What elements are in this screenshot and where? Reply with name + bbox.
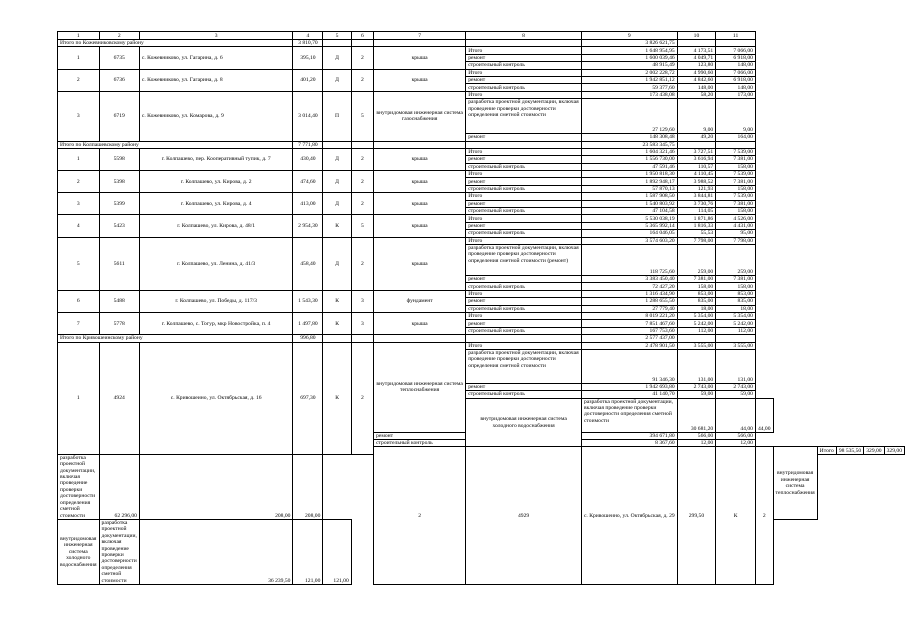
- house-area: 1 543,30: [293, 290, 323, 312]
- cost-total: 148 308,48: [581, 134, 677, 141]
- row-number: 3: [58, 193, 100, 215]
- cost-per-m2: 49,20: [677, 134, 715, 141]
- house-address: г. Колпашево, ул. Кирова, д. 2: [139, 171, 293, 193]
- line-label: разработка проектной документации, включая проведение проверки достоверности определения сметной стоимости: [58, 454, 100, 519]
- work-type: крыша: [374, 237, 466, 290]
- cost-limit: 7 066,00: [716, 47, 756, 54]
- cost-total: 1 587 908,50: [581, 193, 677, 200]
- line-label: разработка проектной документации, включая проведение проверки достоверности определения сметной стоимости (ремонт): [466, 244, 582, 275]
- cost-per-m2: 853,00: [677, 290, 715, 297]
- cost-per-m2: 259,00: [677, 244, 715, 275]
- col-header: 11: [716, 32, 756, 40]
- cost-limit: 173,00: [716, 91, 756, 98]
- row-number: 4: [58, 215, 100, 237]
- wall-material: К: [323, 215, 351, 237]
- line-label: ремонт: [466, 298, 582, 305]
- line-label: разработка проектной документации, включая проведение проверки достоверности определения сметной стоимости: [466, 99, 582, 134]
- cost-limit: 853,00: [716, 290, 756, 297]
- cost-per-m2: 3 988,52: [677, 178, 715, 185]
- cost-limit: 835,00: [716, 298, 756, 305]
- district-sum: 3 826 621,75: [581, 40, 677, 47]
- work-type: крыша: [374, 171, 466, 193]
- cost-per-m2: 3 727,51: [677, 148, 715, 155]
- line-label: разработка проектной документации, включая проведение проверки достоверности определения сметной стоимости: [466, 349, 582, 383]
- cost-per-m2: 4 842,60: [677, 76, 715, 83]
- table-row: [58, 342, 905, 349]
- col-header: 3: [139, 32, 293, 40]
- wall-material: К: [716, 447, 756, 585]
- cost-limit: 7 798,00: [716, 237, 756, 244]
- line-label: ремонт: [374, 432, 466, 439]
- line-label: строительный контроль: [466, 208, 582, 215]
- cost-total: 72 427,20: [581, 283, 677, 290]
- cost-per-m2: 9,00: [677, 99, 715, 134]
- floors: 3: [351, 290, 373, 312]
- cost-total: 48 915,49: [581, 62, 677, 69]
- cost-per-m2: 44,00: [716, 398, 756, 432]
- col-header: 7: [374, 32, 466, 40]
- cost-per-m2: 59,00: [677, 391, 715, 398]
- table-row: [58, 69, 905, 76]
- wall-material: Д: [323, 237, 351, 290]
- house-address: с. Кривошеино, ул. Октябрьская, д. 16: [139, 342, 293, 454]
- cost-per-m2: 112,00: [677, 327, 715, 334]
- row-number: 6: [58, 290, 100, 312]
- cost-limit: 44,00: [755, 398, 773, 432]
- cost-limit: 112,00: [716, 327, 756, 334]
- cost-per-m2: 4 990,60: [677, 69, 715, 76]
- floors: 2: [351, 148, 373, 170]
- line-label: строительный контроль: [466, 305, 582, 312]
- house-id: 6719: [99, 91, 139, 141]
- floors: 2: [351, 69, 373, 91]
- row-number: 7: [58, 312, 100, 334]
- district-area: 996,80: [293, 335, 323, 342]
- cost-limit: 9,00: [716, 99, 756, 134]
- cost-total: 59 377,60: [581, 84, 677, 91]
- col-header: 4: [293, 32, 323, 40]
- cost-limit: 148,00: [716, 62, 756, 69]
- cost-total: 47 591,46: [581, 163, 677, 170]
- house-address: г. Колпашево, пер. Кооперативный тупик, д. 7: [139, 148, 293, 170]
- table-row: [58, 312, 905, 319]
- cost-total: 8 019 221,20: [581, 312, 677, 319]
- house-area: 1 497,80: [293, 312, 323, 334]
- house-area: 458,40: [293, 237, 323, 290]
- cost-total: 27 779,40: [581, 305, 677, 312]
- cost-limit: 158,00: [716, 185, 756, 192]
- line-label: строительный контроль: [466, 185, 582, 192]
- work-type: крыша: [374, 193, 466, 215]
- cost-per-m2: 5 354,00: [677, 312, 715, 319]
- cost-limit: 7 539,00: [716, 171, 756, 178]
- district-area: 3 810,70: [293, 40, 323, 47]
- cost-total: 98 535,50: [836, 447, 863, 454]
- line-label: Итого: [466, 171, 582, 178]
- cost-per-m2: 4 049,71: [677, 54, 715, 61]
- house-address: с. Кожевниково, ул. Комарова, д. 9: [139, 91, 293, 141]
- cost-total: 5 365 992,14: [581, 222, 677, 229]
- line-label: строительный контроль: [466, 62, 582, 69]
- cost-total: 62 296,00: [99, 454, 139, 519]
- col-header: 6: [351, 32, 373, 40]
- cost-total: 1 540 803,92: [581, 200, 677, 207]
- cost-limit: 158,00: [716, 283, 756, 290]
- cost-limit: 7 381,00: [716, 275, 756, 282]
- cost-limit: 7 381,00: [716, 178, 756, 185]
- row-number: 2: [374, 447, 466, 585]
- cost-per-m2: 3 555,00: [677, 342, 715, 349]
- floors: 2: [351, 47, 373, 69]
- cost-per-m2: 58,20: [677, 91, 715, 98]
- line-label: разработка проектной документации, включая проведение проверки достоверности определения сметной стоимости: [99, 519, 139, 584]
- cost-per-m2: 4 173,51: [677, 47, 715, 54]
- cost-per-m2: 158,00: [677, 283, 715, 290]
- cost-limit: 59,00: [716, 391, 756, 398]
- house-id: 5778: [99, 312, 139, 334]
- cost-per-m2: 121,93: [677, 185, 715, 192]
- house-id: 4924: [99, 342, 139, 454]
- cost-total: 1 942 851,12: [581, 76, 677, 83]
- line-label: Итого: [817, 447, 836, 454]
- house-address: г. Колпашево, ул. Кирова, д. 4: [139, 193, 293, 215]
- cost-limit: 208,00: [293, 454, 323, 519]
- work-type: фундамент: [374, 290, 466, 312]
- district-area: 7 771,80: [293, 141, 323, 148]
- cost-limit: 329,00: [884, 447, 904, 454]
- cost-per-m2: 566,00: [677, 432, 715, 439]
- floors: 2: [755, 447, 773, 585]
- table-row: [58, 47, 905, 54]
- line-label: строительный контроль: [466, 230, 582, 237]
- cost-per-m2: 4 110,45: [677, 171, 715, 178]
- cost-limit: 566,00: [716, 432, 756, 439]
- cost-limit: 6 918,00: [716, 54, 756, 61]
- work-type: крыша: [374, 47, 466, 69]
- row-number: 2: [58, 69, 100, 91]
- row-number: 3: [58, 91, 100, 141]
- cost-limit: 3 555,00: [716, 342, 756, 349]
- house-address: с. Кожевниково, ул. Гагарина, д. 6: [139, 47, 293, 69]
- wall-material: Д: [323, 47, 351, 69]
- cost-total: 2 002 228,72: [581, 69, 677, 76]
- house-id: 5611: [99, 237, 139, 290]
- floors: 2: [351, 342, 373, 454]
- table-row: [58, 171, 905, 178]
- cost-total: 1 556 730,00: [581, 156, 677, 163]
- wall-material: К: [323, 312, 351, 334]
- floors: 3: [351, 312, 373, 334]
- district-label: Итого по Колпашевскому району: [58, 141, 293, 148]
- cost-per-m2: 123,80: [677, 62, 715, 69]
- cost-per-m2: 7 798,00: [677, 237, 715, 244]
- floors: 5: [351, 215, 373, 237]
- col-header: 10: [677, 32, 715, 40]
- district-total-row: [58, 141, 905, 148]
- line-label: строительный контроль: [374, 440, 466, 447]
- cost-per-m2: 3 730,76: [677, 200, 715, 207]
- house-id: 5423: [99, 215, 139, 237]
- cost-total: 1 942 693,80: [581, 383, 677, 390]
- cost-total: 8 367,60: [581, 440, 677, 447]
- line-label: Итого: [466, 215, 582, 222]
- work-type: крыша: [374, 215, 466, 237]
- cost-limit: 5 242,00: [716, 320, 756, 327]
- cost-limit: 95,00: [716, 230, 756, 237]
- wall-material: Д: [323, 171, 351, 193]
- district-total-row: [58, 40, 905, 47]
- cost-total: 1 288 655,50: [581, 298, 677, 305]
- district-sum: 23 583 345,75: [581, 141, 677, 148]
- cost-per-m2: 3 844,81: [677, 193, 715, 200]
- house-id: 4929: [466, 447, 582, 585]
- district-sum: 2 577 437,00: [581, 335, 677, 342]
- cost-per-m2: 1 871,86: [677, 215, 715, 222]
- cost-total: 164 046,05: [581, 230, 677, 237]
- line-label: строительный контроль: [466, 283, 582, 290]
- line-label: строительный контроль: [466, 391, 582, 398]
- cost-total: 2 478 901,50: [581, 342, 677, 349]
- cost-total: 5 530 038,19: [581, 215, 677, 222]
- line-label: ремонт: [466, 383, 582, 390]
- cost-limit: 259,00: [716, 244, 756, 275]
- capital-repair-table: [57, 31, 905, 585]
- house-area: 697,30: [293, 342, 323, 454]
- cost-per-m2: 12,00: [677, 440, 715, 447]
- row-number: 1: [58, 342, 100, 454]
- house-address: г. Колпашево, ул. Кирова, д. 48/1: [139, 215, 293, 237]
- line-label: ремонт: [466, 134, 582, 141]
- line-label: Итого: [466, 47, 582, 54]
- floors: 5: [351, 91, 373, 141]
- line-label: строительный контроль: [466, 327, 582, 334]
- work-type: крыша: [374, 148, 466, 170]
- wall-material: Д: [323, 69, 351, 91]
- wall-material: Д: [323, 193, 351, 215]
- cost-total: 30 681,20: [677, 398, 715, 432]
- line-label: Итого: [466, 290, 582, 297]
- work-type: внутридомовая инженерная система холодного водоснабжения: [58, 519, 100, 584]
- floors: 2: [351, 193, 373, 215]
- house-address: с. Кривошеино, ул. Октябрьская, д. 29: [581, 447, 677, 585]
- floors: 2: [351, 171, 373, 193]
- cost-per-m2: 208,00: [139, 454, 293, 519]
- district-total-row: [58, 335, 905, 342]
- line-label: строительный контроль: [466, 84, 582, 91]
- district-label: Итого по Кривошеинскому району: [58, 335, 293, 342]
- wall-material: П: [323, 91, 351, 141]
- cost-per-m2: 5 242,00: [677, 320, 715, 327]
- line-label: Итого: [466, 342, 582, 349]
- cost-limit: 7 539,00: [716, 193, 756, 200]
- line-label: строительный контроль: [466, 163, 582, 170]
- work-type: внутридомовая инженерная система теплоснабжения: [374, 342, 466, 432]
- cost-limit: 12,00: [716, 440, 756, 447]
- house-area: 3 014,40: [293, 91, 323, 141]
- cost-limit: 2 743,00: [716, 383, 756, 390]
- house-id: 5598: [99, 148, 139, 170]
- cost-per-m2: 3 616,94: [677, 156, 715, 163]
- house-address: с. Кожевниково, ул. Гагарина, д. 8: [139, 69, 293, 91]
- work-type: внутридомовая инженерная система теплоснабжения: [773, 447, 817, 519]
- cost-total: 41 140,70: [581, 391, 677, 398]
- cost-limit: 158,00: [716, 163, 756, 170]
- cost-total: 1 892 948,17: [581, 178, 677, 185]
- house-address: г. Колпашево, ул. Ленина, д. 41/3: [139, 237, 293, 290]
- cost-per-m2: 121,00: [293, 519, 323, 584]
- line-label: Итого: [466, 148, 582, 155]
- cost-total: 118 725,60: [581, 244, 677, 275]
- cost-limit: 158,00: [716, 208, 756, 215]
- row-number: 2: [58, 171, 100, 193]
- cost-per-m2: 7 381,00: [677, 275, 715, 282]
- line-label: ремонт: [466, 76, 582, 83]
- table-row: [58, 148, 905, 155]
- line-label: Итого: [466, 193, 582, 200]
- cost-limit: 7 381,00: [716, 156, 756, 163]
- cost-limit: 148,00: [716, 84, 756, 91]
- cost-total: 1 648 954,95: [581, 47, 677, 54]
- work-type: крыша: [374, 69, 466, 91]
- cost-limit: 7 381,00: [716, 200, 756, 207]
- house-area: 299,50: [677, 447, 715, 585]
- cost-total: 173 438,08: [581, 91, 677, 98]
- cost-total: 3 383 450,40: [581, 275, 677, 282]
- table-row: [58, 290, 905, 297]
- house-id: 5399: [99, 193, 139, 215]
- cost-total: 27 129,60: [581, 99, 677, 134]
- work-type: крыша: [374, 312, 466, 334]
- column-numbers-row: [58, 32, 905, 40]
- house-area: 430,40: [293, 148, 323, 170]
- cost-total: 1 604 321,46: [581, 148, 677, 155]
- cost-total: 1 600 039,46: [581, 54, 677, 61]
- cost-per-m2: 835,00: [677, 298, 715, 305]
- col-header: 9: [581, 32, 677, 40]
- cost-per-m2: 110,57: [677, 163, 715, 170]
- line-label: ремонт: [466, 54, 582, 61]
- cost-total: 36 239,50: [139, 519, 293, 584]
- house-area: 474,60: [293, 171, 323, 193]
- wall-material: Д: [323, 148, 351, 170]
- cost-total: 7 851 467,60: [581, 320, 677, 327]
- cost-limit: 18,00: [716, 305, 756, 312]
- line-label: Итого: [466, 91, 582, 98]
- line-label: ремонт: [466, 222, 582, 229]
- cost-total: 1 950 818,30: [581, 171, 677, 178]
- row-number: 5: [58, 237, 100, 290]
- table-row: [58, 91, 905, 98]
- row-number: 1: [58, 148, 100, 170]
- cost-limit: 5 354,00: [716, 312, 756, 319]
- cost-total: 57 870,13: [581, 185, 677, 192]
- house-id: 5488: [99, 290, 139, 312]
- floors: 2: [351, 237, 373, 290]
- house-address: г. Колпашево, с. Тогур, мкр Новостройка, п. 4: [139, 312, 293, 334]
- cost-limit: 7 066,00: [716, 69, 756, 76]
- cost-per-m2: 1 816,33: [677, 222, 715, 229]
- line-label: ремонт: [466, 178, 582, 185]
- table-row: [58, 193, 905, 200]
- cost-per-m2: 18,00: [677, 305, 715, 312]
- cost-per-m2: 329,00: [864, 447, 884, 454]
- work-type: внутридомовая инженерная система холодного водоснабжения: [466, 398, 582, 447]
- house-area: 2 954,30: [293, 215, 323, 237]
- house-id: 6735: [99, 47, 139, 69]
- cost-total: 394 671,80: [581, 432, 677, 439]
- cost-total: 91 346,30: [581, 349, 677, 383]
- wall-material: К: [323, 290, 351, 312]
- house-id: 5398: [99, 171, 139, 193]
- line-label: ремонт: [466, 156, 582, 163]
- line-label: Итого: [466, 237, 582, 244]
- line-label: ремонт: [466, 320, 582, 327]
- col-header: 5: [323, 32, 351, 40]
- line-label: Итого: [466, 312, 582, 319]
- house-area: 395,10: [293, 47, 323, 69]
- cost-per-m2: 131,00: [677, 349, 715, 383]
- cost-total: 3 574 603,20: [581, 237, 677, 244]
- cost-limit: 121,00: [323, 519, 351, 584]
- table-row: [58, 237, 905, 244]
- cost-total: 167 753,60: [581, 327, 677, 334]
- cost-per-m2: 55,53: [677, 230, 715, 237]
- cost-per-m2: 114,05: [677, 208, 715, 215]
- cost-limit: 164,00: [716, 134, 756, 141]
- cost-per-m2: 148,00: [677, 84, 715, 91]
- cost-limit: 7 539,00: [716, 148, 756, 155]
- row-number: 1: [58, 47, 100, 69]
- work-type: внутридомовая инженерная система газоснабжения: [374, 91, 466, 141]
- line-label: ремонт: [466, 275, 582, 282]
- cost-limit: 4 526,00: [716, 215, 756, 222]
- line-label: Итого: [466, 69, 582, 76]
- wall-material: К: [323, 342, 351, 454]
- line-label: ремонт: [466, 200, 582, 207]
- house-area: 413,00: [293, 193, 323, 215]
- cost-limit: 131,00: [716, 349, 756, 383]
- cost-per-m2: 2 743,00: [677, 383, 715, 390]
- cost-total: 1 316 434,90: [581, 290, 677, 297]
- house-address: г. Колпашево, ул. Победы, д. 117/3: [139, 290, 293, 312]
- line-label: разработка проектной документации, включая проведение проверки достоверности определения сметной стоимости: [581, 398, 677, 432]
- cost-total: 47 104,58: [581, 208, 677, 215]
- col-header: 8: [466, 32, 582, 40]
- house-id: 6736: [99, 69, 139, 91]
- house-area: 401,20: [293, 69, 323, 91]
- col-header: 1: [58, 32, 100, 40]
- district-label: Итого по Кожевниковскому району: [58, 40, 293, 47]
- col-header: 2: [99, 32, 139, 40]
- cost-limit: 4 431,00: [716, 222, 756, 229]
- cost-limit: 6 918,00: [716, 76, 756, 83]
- table-row: [58, 215, 905, 222]
